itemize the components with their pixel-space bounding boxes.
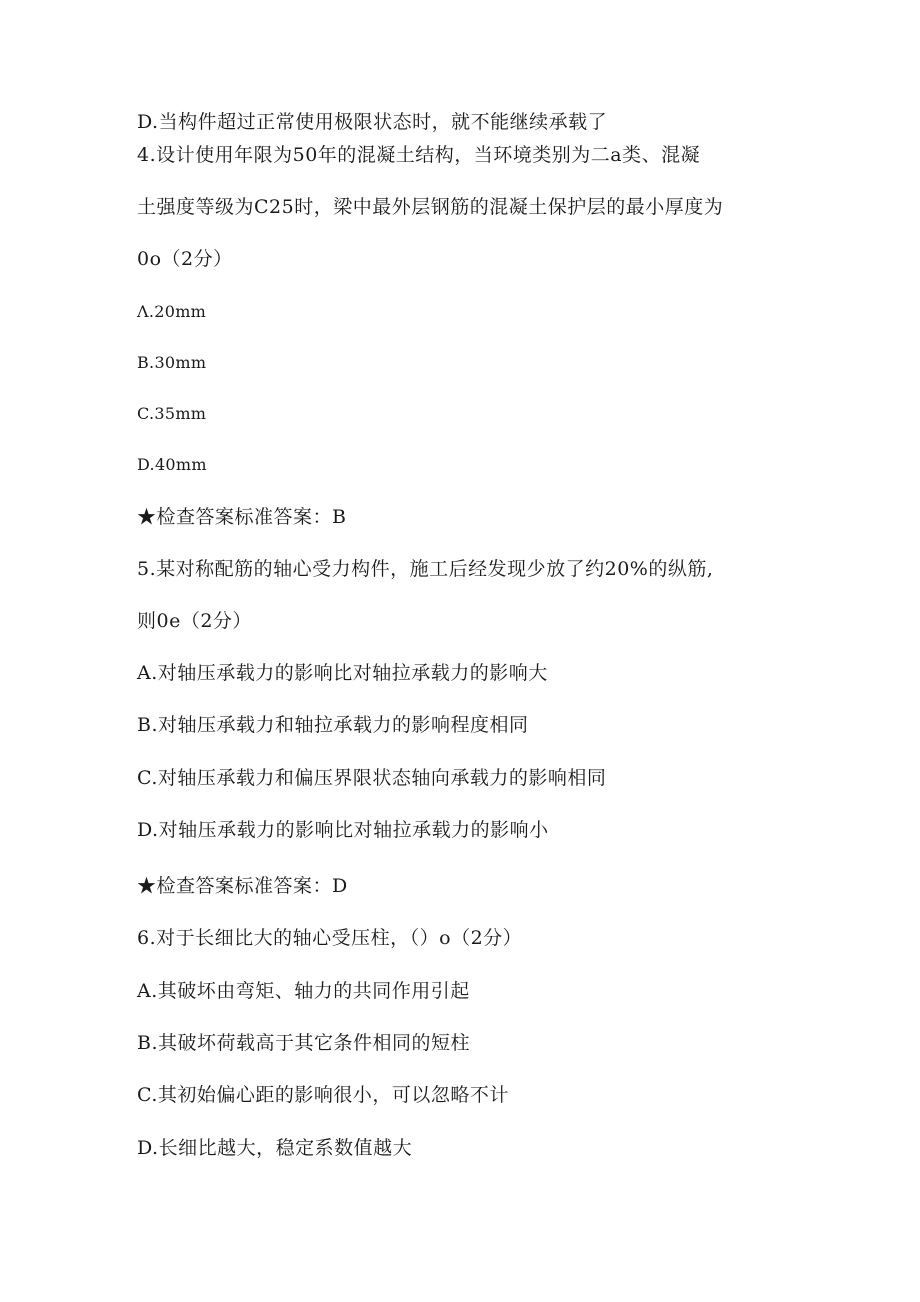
option-text: D.长细比越大，稳定系数值越大 — [137, 1137, 413, 1159]
option-text: A.对轴压承载力的影响比对轴拉承载力的影响大 — [137, 662, 548, 684]
question-text: 4.设计使用年限为50年的混凝土结构，当环境类别为二a类、混凝 — [137, 144, 701, 166]
option-text: C.对轴压承载力和偏压界限状态轴向承载力的影响相同 — [137, 767, 607, 789]
option-text: C.35mm — [137, 404, 207, 423]
answer-text: ★检查答案标准答案：B — [137, 506, 347, 528]
option-text: B.对轴压承载力和轴拉承载力的影响程度相同 — [137, 714, 529, 736]
option-text: B.30mm — [137, 353, 207, 372]
answer-text: ★检查答案标准答案：D — [137, 875, 348, 897]
question-text: 6.对于长细比大的轴心受压柱，（）o（2分） — [137, 927, 523, 949]
option-text: B.其破坏荷载高于其它条件相同的短柱 — [137, 1032, 471, 1054]
question-text: 5.某对称配筋的轴心受力构件，施工后经发现少放了约20%的纵筋, — [137, 558, 714, 580]
option-text: A.其破坏由弯矩、轴力的共同作用引起 — [137, 980, 470, 1002]
option-text: D.40mm — [137, 455, 207, 474]
option-text: D.对轴压承载力的影响比对轴拉承载力的影响小 — [137, 819, 549, 841]
question-text: 土强度等级为C25时，梁中最外层钢筋的混凝土保护层的最小厚度为 — [137, 196, 724, 218]
question-text: 0o（2分） — [137, 248, 233, 270]
question-text: 则0e（2分） — [137, 610, 252, 632]
option-text: D.当构件超过正常使用极限状态时，就不能继续承载了 — [137, 111, 608, 133]
option-text: C.其初始偏心距的影响很小，可以忽略不计 — [137, 1084, 509, 1106]
option-text: Λ.20mm — [137, 302, 207, 321]
